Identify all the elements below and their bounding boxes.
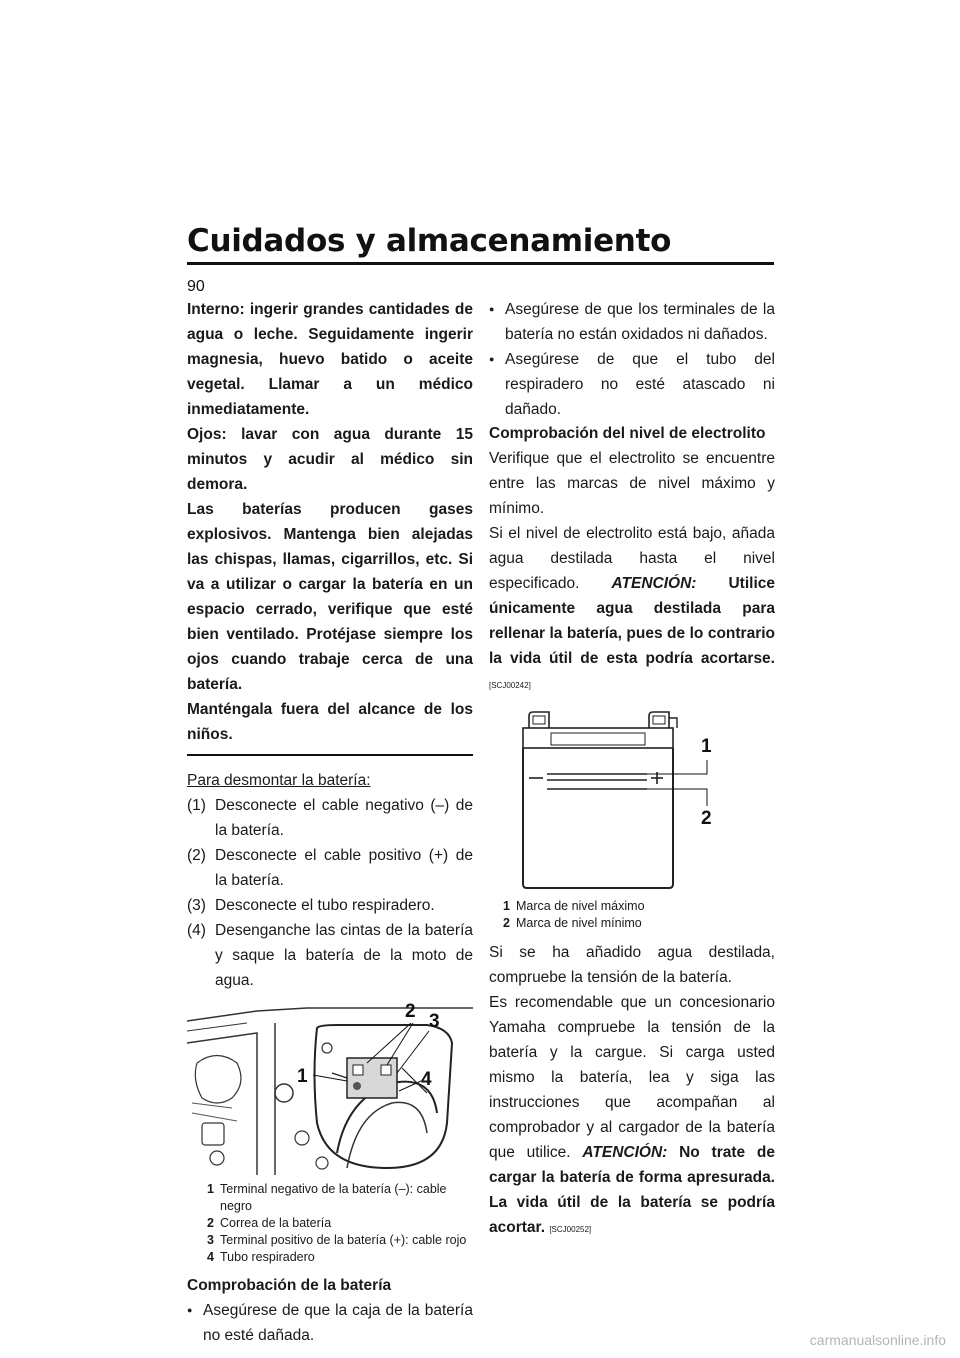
figure-callout-3: 3 [429,1011,440,1032]
legend-item [207,1215,473,1232]
warning-block [187,297,473,747]
step-text: Desenganche las cintas de la batería y saque la batería de la moto de agua. [215,922,473,989]
legend-number: 2 [503,916,510,930]
legend-text: Marca de nivel máximo [516,899,645,913]
battery-level-legend [503,898,775,932]
warning-internal: Interno: ingerir grandes cantidades de agua o leche. Seguidamente ingerir magnesia, huevo batido o aceite vegetal. Llamar a un médico inmediatamente. [187,301,473,418]
legend-text: Terminal negativo de la batería (–): cable negro [220,1182,447,1213]
page-title: Cuidados y almacenamiento [187,223,672,259]
bullet-item: ● Asegúrese de que la caja de la batería no esté dañada. [187,1298,473,1348]
page-number: 90 [187,278,205,295]
legend-text: Marca de nivel mínimo [516,916,642,930]
electrolyte-notice: Utilice únicamente agua destilada para rellenar la batería, pues de lo contrario la vida útil de esta podría acortarse. [489,575,775,667]
battery-check-list [187,1298,473,1348]
legend-item [503,898,775,915]
step-number: (1) [187,797,206,814]
remove-heading: Para desmontar la batería: [187,772,371,789]
header-rule [187,262,774,265]
legend-text: Terminal positivo de la batería (+): cable rojo [220,1233,467,1247]
voltage-paragraph-2-text: Es recomendable que un concesionario Yamaha compruebe la tensión de la batería y la cargue. Si carga usted mismo la batería, lea y siga las instrucciones que acompañan al comprobador y al cargador de la batería que utilice. [489,994,775,1161]
step-item [187,918,473,993]
battery-callout-1: 1 [701,736,712,757]
legend-number: 2 [207,1216,214,1230]
legend-item [503,915,775,932]
legend-number: 3 [207,1233,214,1247]
step-number: (3) [187,897,206,914]
voltage-paragraph-1: Si se ha añadido agua destilada, compruebe la tensión de la batería. [489,944,775,986]
legend-number: 4 [207,1250,214,1264]
legend-text: Correa de la batería [220,1216,332,1230]
notice-code: [SCJ00252] [549,1225,592,1234]
warning-eyes: Ojos: lavar con agua durante 15 minutos y acudir al médico sin demora. [187,426,473,493]
warning-gases: Las baterías producen gases explosivos. Mantenga bien alejadas las chispas, llamas, cigarrillos, etc. Si va a utilizar o cargar la batería en un espacio cerrado, verifique que esté bien ventilado. Protéjase siempre los ojos cuando trabaje cerca de una batería. [187,501,473,693]
left-column [187,297,473,1348]
electrolyte-paragraph-2 [489,521,775,698]
legend-number: 1 [207,1182,214,1196]
battery-check-list-continued [489,297,775,422]
voltage-paragraph-2 [489,990,775,1242]
legend-number: 1 [503,899,510,913]
step-text: Desconecte el cable negativo (–) de la batería. [215,797,473,839]
electrolyte-paragraph-1: Verifique que el electrolito se encuentre entre las marcas de nivel máximo y mínimo. [489,450,775,517]
electrolyte-paragraph-2-text: Si el nivel de electrolito está bajo, añada agua destilada hasta el nivel especificado. [489,525,775,592]
legend-text: Tubo respiradero [220,1250,315,1264]
watermark-text: carmanualsonline.info [809,1332,946,1348]
battery-callout-2: 2 [701,808,712,829]
bullet-item: ● Asegúrese de que el tubo del respiradero no esté atascado ni dañado. [489,347,775,422]
legend-item [207,1232,473,1249]
electrolyte-heading: Comprobación del nivel de electrolito [489,425,766,442]
figure-callout-1: 1 [297,1066,308,1087]
battery-compartment-figure [187,1003,473,1175]
figure-callout-4: 4 [421,1069,432,1090]
step-number: (2) [187,847,206,864]
figure-callout-2: 2 [405,1001,416,1022]
step-text: Desconecte el cable positivo (+) de la batería. [215,847,473,889]
battery-level-illustration [489,706,775,892]
step-item [187,893,473,918]
figure-legend [207,1181,473,1266]
notice-code: [SCJ00242] [489,681,531,690]
legend-item [207,1181,473,1215]
warning-children: Manténgala fuera del alcance de los niños. [187,701,473,743]
warning-end-rule [187,754,473,756]
atencion-label: ATENCIÓN: [611,575,697,592]
legend-item [207,1249,473,1266]
step-text: Desconecte el tubo respiradero. [215,897,435,914]
step-item [187,793,473,843]
step-item [187,843,473,893]
battery-level-figure [489,706,775,892]
bullet-item: ● Asegúrese de que los terminales de la batería no están oxidados ni dañados. [489,297,775,347]
voltage-notice: No trate de cargar la batería de forma apresurada. La vida útil de la batería se podría acortar. [489,1144,775,1236]
right-column [489,297,775,1242]
atencion-label: ATENCIÓN: [582,1144,668,1161]
battery-check-heading: Comprobación de la batería [187,1277,392,1294]
removal-steps [187,793,473,993]
step-number: (4) [187,922,206,939]
